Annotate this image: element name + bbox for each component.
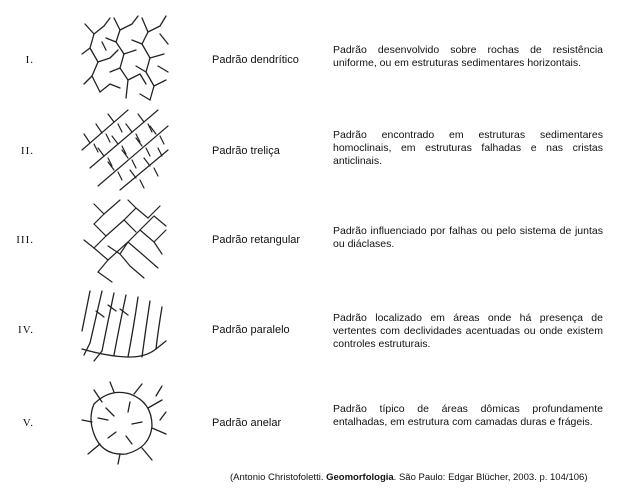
pattern-row-trellis (0, 104, 619, 196)
row-numeral: IV. (18, 324, 34, 336)
pattern-row-parallel (0, 285, 619, 377)
row-numeral: V. (22, 417, 34, 429)
pattern-name: Padrão anelar (212, 417, 282, 429)
pattern-description: Padrão desenvolvido sobre rochas de resistência uniforme, ou em estruturas sedimentares horizontais. (333, 44, 603, 69)
pattern-description: Padrão influenciado por falhas ou pelo sistema de juntas ou diáclases. (333, 225, 603, 250)
pattern-description: Padrão localizado em áreas onde há presença de vertentes com declividades acentuadas ou onde existem controles estruturais. (333, 312, 603, 350)
pattern-name: Padrão retangular (212, 234, 301, 246)
row-numeral: II. (20, 145, 34, 157)
row-numeral: III. (16, 234, 34, 246)
dendritic-pattern-illustration (80, 14, 170, 102)
rectangular-pattern-illustration (80, 196, 170, 284)
pattern-description: Padrão típico de áreas dômicas profundamente entalhadas, em estrutura com camadas duras e frágeis. (333, 403, 603, 428)
annular-pattern-illustration (80, 378, 170, 466)
pattern-description: Padrão encontrado em estruturas sedimentares homoclinais, em estruturas falhadas e nas cristas anticlinais. (333, 129, 603, 167)
source-citation (230, 472, 602, 483)
pattern-name: Padrão dendrítico (212, 54, 299, 66)
pattern-row-dendritic (0, 12, 619, 104)
pattern-row-rectangular (0, 194, 619, 286)
citation-suffix: . São Paulo: Edgar Blücher, 2003. p. 104/106) (393, 472, 588, 483)
pattern-name: Padrão treliça (212, 145, 280, 157)
trellis-pattern-illustration (80, 106, 170, 194)
parallel-pattern-illustration (80, 287, 170, 375)
pattern-row-annular (0, 376, 619, 468)
citation-prefix: (Antonio Christofoletti. (230, 472, 327, 483)
citation-title: Geomorfologia (326, 472, 394, 483)
pattern-name: Padrão paralelo (212, 324, 290, 336)
row-numeral: I. (25, 54, 34, 66)
